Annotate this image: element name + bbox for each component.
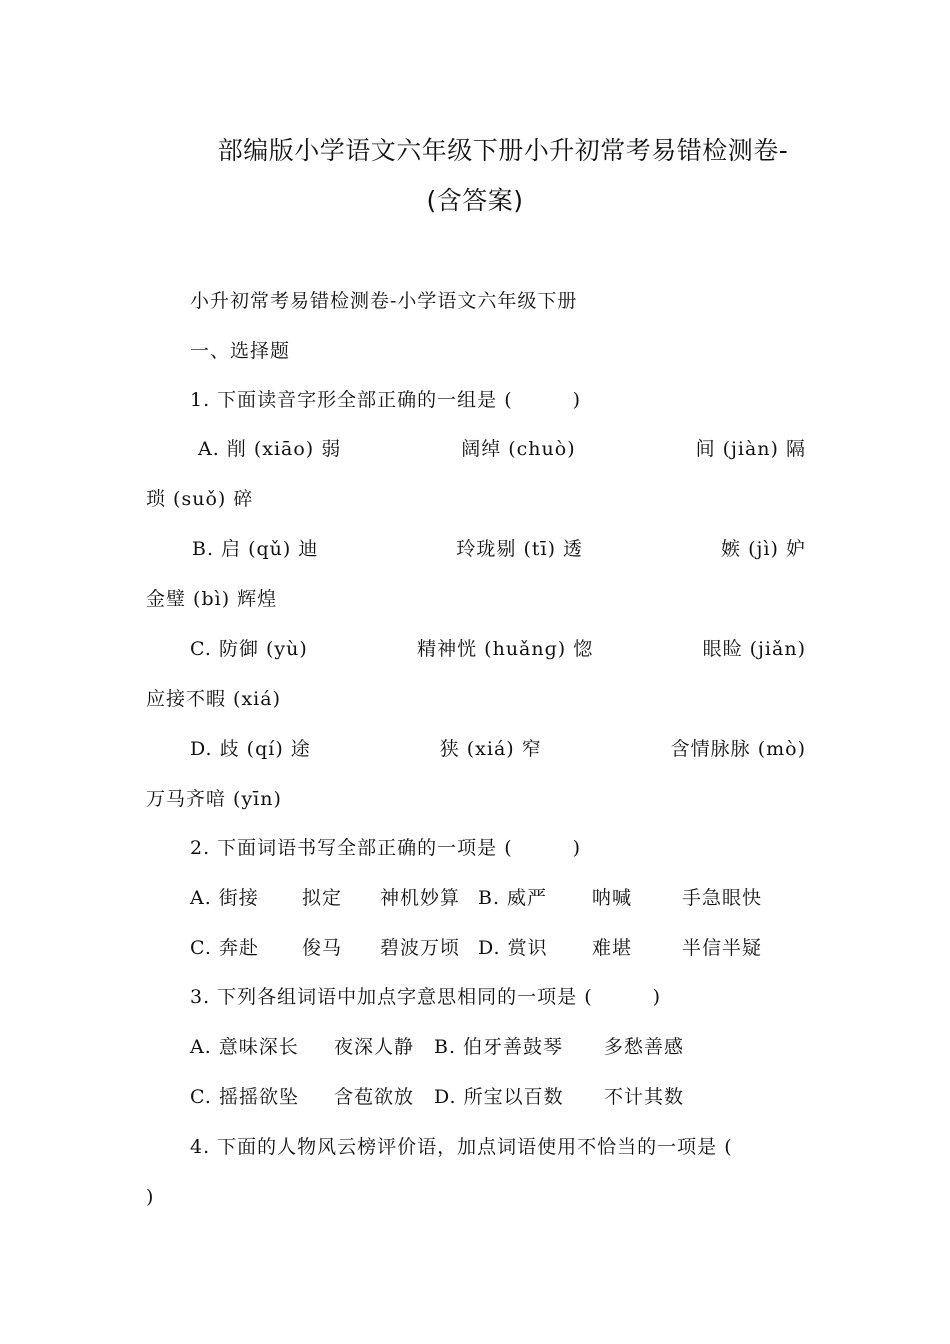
question-2-option-b-word-3: 手急眼快 [682, 887, 763, 909]
document-title-line-1: 部编版小学语文六年级下册小升初常考易错检测卷- [217, 136, 789, 165]
question-3-stem: 3. 下列各组词语中加点字意思相同的一项是 ( ) [190, 986, 662, 1008]
question-2-option-a-word-2: 拟定 [302, 887, 343, 909]
question-2-option-c-word-2: 俊马 [302, 937, 343, 959]
question-3-option-c-word-1: C. 摇摇欲坠 [190, 1086, 299, 1108]
question-2-option-b-word-2: 呐喊 [592, 887, 633, 909]
option-d-part-2: 狭 (xiá) 窄 [439, 738, 542, 760]
question-3-option-b-word-1: B. 伯牙善鼓琴 [434, 1036, 564, 1058]
question-1-option-d-continued: 万马齐喑 (yīn) [146, 788, 282, 810]
document-title-line-2: (含答案) [426, 186, 524, 215]
option-c-part-2: 精神恍 (huǎnɡ) 惚 [417, 638, 594, 660]
question-1-option-a-continued: 琐 (suǒ) 碎 [146, 488, 254, 510]
question-4-stem-continued: ) [146, 1186, 155, 1208]
question-3-option-c-word-2: 含苞欲放 [334, 1086, 415, 1108]
question-2-option-a-word-1: A. 街接 [190, 887, 259, 909]
question-1-option-c-continued: 应接不暇 (xiá) [146, 688, 281, 710]
question-2-option-d-word-2: 难堪 [592, 937, 633, 959]
question-4-stem: 4. 下面的人物风云榜评价语，加点词语使用不恰当的一项是 ( [190, 1136, 733, 1158]
question-1-option-a [198, 436, 806, 462]
question-1-option-b [192, 536, 806, 562]
question-3-option-a-word-2: 夜深人静 [334, 1036, 415, 1058]
question-3-option-d-word-2: 不计其数 [604, 1086, 685, 1108]
question-2-option-a-word-3: 神机妙算 [380, 887, 461, 909]
option-a-part-3: 间 (jiàn) 隔 [695, 438, 806, 460]
question-3-option-d-word-1: D. 所宝以百数 [434, 1086, 564, 1108]
question-3-option-b-word-2: 多愁善感 [604, 1036, 685, 1058]
subtitle: 小升初常考易错检测卷-小学语文六年级下册 [190, 290, 578, 312]
option-d-part-1: D. 歧 (qí) 途 [190, 738, 311, 760]
option-c-part-1: C. 防御 (yù) [190, 638, 308, 660]
section-heading-choice: 一、选择题 [190, 340, 291, 362]
option-b-part-3: 嫉 (jì) 妒 [721, 538, 806, 560]
question-3-option-a-word-1: A. 意味深长 [190, 1036, 299, 1058]
question-2-option-d-word-3: 半信半疑 [682, 937, 763, 959]
question-2-stem: 2. 下面词语书写全部正确的一项是 ( ) [190, 837, 582, 859]
question-1-stem: 1. 下面读音字形全部正确的一组是 ( ) [190, 389, 582, 411]
question-2-option-c-word-1: C. 奔赴 [190, 937, 259, 959]
question-1-option-b-continued: 金璧 (bì) 辉煌 [146, 588, 278, 610]
question-2-option-d-word-1: D. 赏识 [478, 937, 548, 959]
option-b-part-1: B. 启 (qǔ) 迪 [192, 538, 319, 560]
option-d-part-3: 含情脉脉 (mò) [670, 738, 806, 760]
question-1-option-d [190, 736, 806, 762]
option-b-part-2: 玲珑剔 (tī) 透 [456, 538, 584, 560]
option-a-part-2: 阔绰 (chuò) [461, 438, 576, 460]
question-1-option-c [190, 636, 806, 662]
option-c-part-3: 眼睑 (jiǎn) [702, 638, 806, 660]
question-2-option-c-word-3: 碧波万顷 [380, 937, 461, 959]
option-a-part-1: A. 削 (xiāo) 弱 [198, 438, 342, 460]
question-2-option-b-word-1: B. 威严 [478, 887, 548, 909]
